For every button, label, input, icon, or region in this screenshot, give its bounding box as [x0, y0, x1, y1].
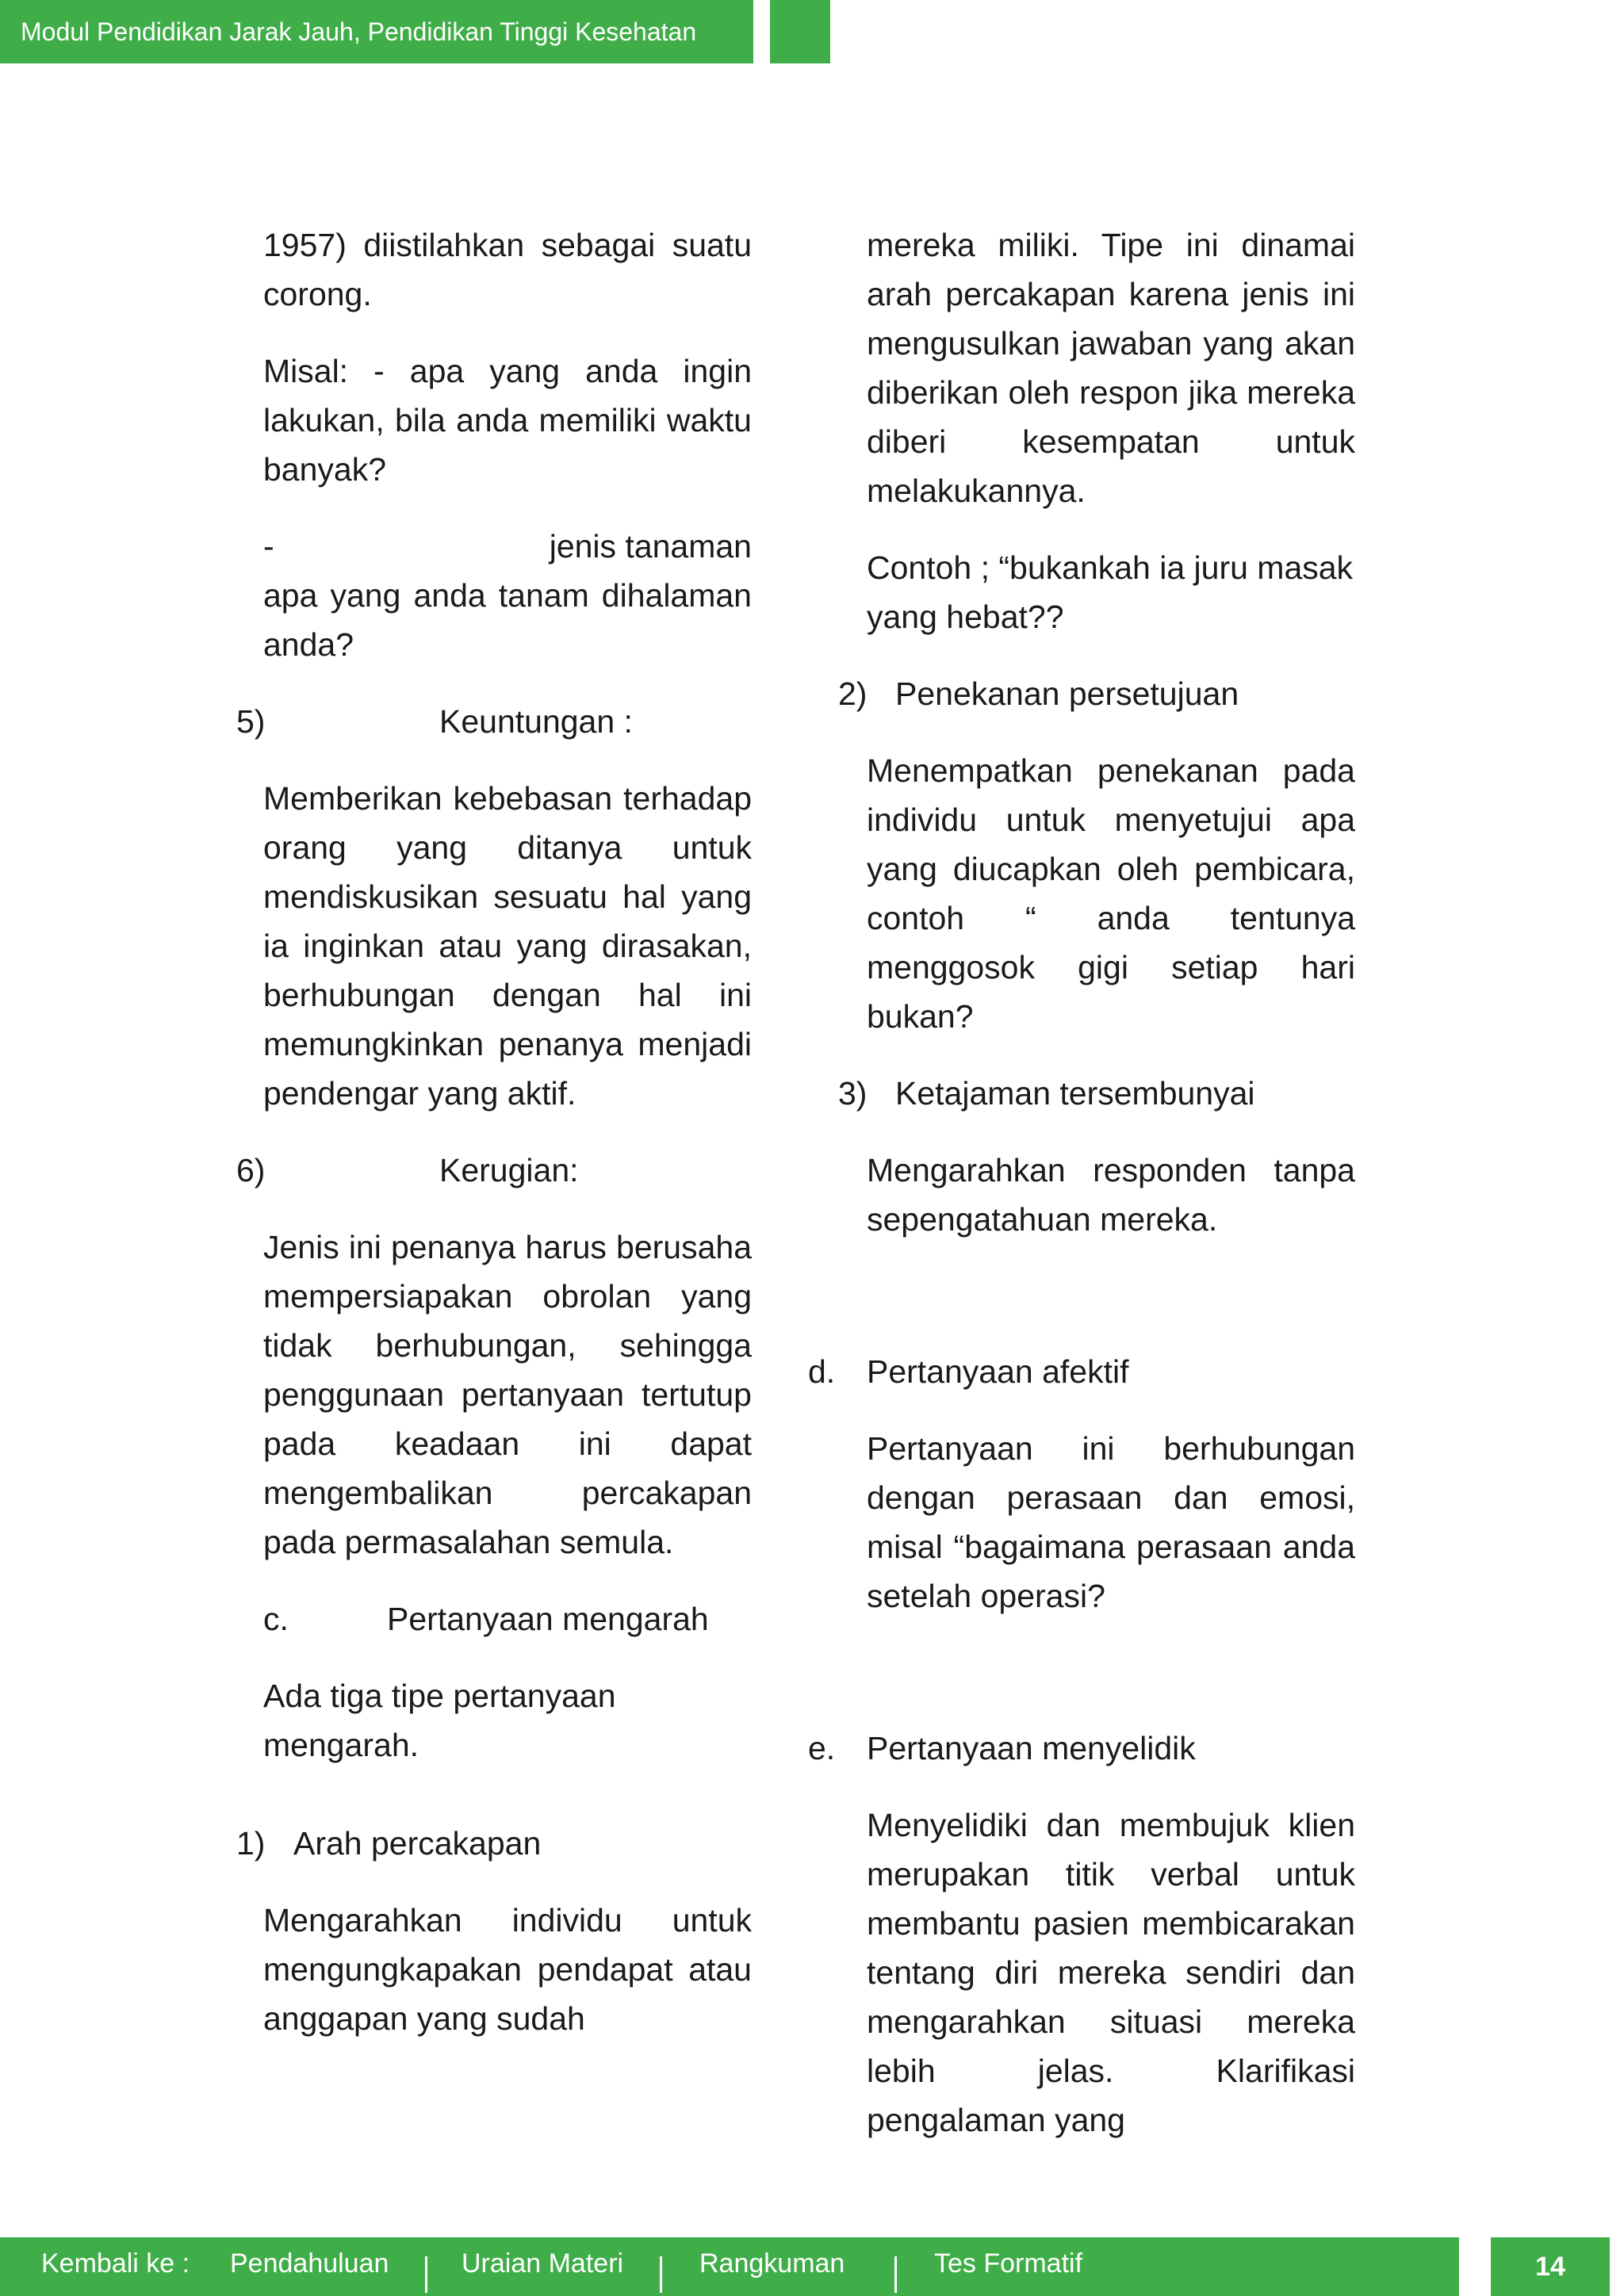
list-number: 2): [838, 675, 868, 712]
paragraph: apa yang anda tanam dihalaman anda?: [263, 577, 752, 663]
list-item: [838, 1069, 1355, 1118]
paragraph: Contoh ; “bukankah ia juru masak yang hebat??: [867, 549, 1354, 635]
list-label: Keuntungan :: [439, 703, 633, 740]
list-label: Pertanyaan afektif: [867, 1353, 1129, 1390]
nav-link-rangkuman[interactable]: Rangkuman: [699, 2248, 845, 2279]
list-number: e.: [808, 1730, 836, 1766]
list-number: d.: [808, 1353, 836, 1390]
paragraph: mereka miliki. Tipe ini dinamai arah percakapan karena jenis ini mengusulkan jawaban yang akan diberikan oleh respon jika mereka diberi kesempatan untuk melakukannya.: [867, 227, 1355, 509]
nav-separator: [660, 2256, 662, 2293]
list-number: 5): [236, 703, 266, 740]
paragraph: Memberikan kebebasan terhadap orang yang ditanya untuk mendiskusikan sesuatu hal yang ia inginkan atau yang dirasakan, berhubungan dengan hal ini memungkinkan penanya menjadi pendengar yang aktif.: [263, 780, 752, 1112]
list-item: [838, 669, 1355, 718]
paragraph-fragment: jenis tanaman: [549, 528, 752, 564]
list-label: Ketajaman tersembunyai: [895, 1075, 1255, 1112]
list-number: 6): [236, 1152, 266, 1188]
paragraph-line: mengarah.: [263, 1727, 419, 1763]
list-number: 3): [838, 1075, 868, 1112]
list-number: c.: [263, 1601, 289, 1637]
list-label: Penekanan persetujuan: [895, 675, 1239, 712]
paragraph: Pertanyaan ini berhubungan dengan perasaan dan emosi, misal “bagaimana perasaan anda setelah operasi?: [867, 1430, 1355, 1614]
header-accent-block: [770, 0, 830, 63]
list-label: Pertanyaan mengarah: [387, 1601, 709, 1637]
list-label: Arah percakapan: [293, 1825, 542, 1862]
paragraph: Menyelidiki dan membujuk klien merupakan titik verbal untuk membantu pasien membicarakan tentang diri mereka sendiri dan mengarahkan situasi mereka lebih jelas. Klarifikasi pengalaman yang: [867, 1807, 1355, 2138]
paragraph: Mengarahkan individu untuk mengungkapakan pendapat atau anggapan yang sudah: [263, 1902, 752, 2037]
paragraph-line: Ada tiga tipe pertanyaan: [263, 1678, 616, 1714]
dash-marker: -: [263, 528, 274, 564]
paragraph: Menempatkan penekanan pada individu untuk menyetujui apa yang diucapkan oleh pembicara, contoh “ anda tentunya menggosok gigi setiap hari bukan?: [867, 752, 1355, 1035]
list-item: [263, 1594, 752, 1644]
list-item: [263, 522, 752, 571]
footer-nav-bar: [0, 2237, 1459, 2296]
paragraph: 1957) diistilahkan sebagai suatu corong.: [263, 227, 752, 312]
nav-link-tes-formatif[interactable]: Tes Formatif: [934, 2248, 1083, 2279]
page-number: 14: [1491, 2237, 1610, 2296]
list-item: [808, 1724, 1355, 1773]
nav-separator: [425, 2256, 427, 2293]
nav-link-uraian-materi[interactable]: Uraian Materi: [462, 2248, 624, 2279]
list-item: [236, 697, 752, 746]
nav-separator: [894, 2256, 897, 2293]
list-item: [236, 1819, 752, 1868]
header-bar: [0, 0, 753, 63]
list-item: [236, 1146, 752, 1195]
paragraph: Jenis ini penanya harus berusaha mempersiapakan obrolan yang tidak berhubungan, sehingga penggunaan pertanyaan tertutup pada keadaan ini dapat mengembalikan percakapan pada permasalahan semula.: [263, 1229, 752, 1560]
list-label: Kerugian:: [439, 1152, 579, 1188]
right-column: [808, 220, 1355, 2172]
paragraph: Mengarahkan responden tanpa sepengatahuan mereka.: [867, 1152, 1355, 1238]
list-number: 1): [236, 1825, 266, 1862]
paragraph: [263, 1671, 752, 1770]
list-item: [808, 1347, 1355, 1396]
left-column: [236, 220, 752, 2071]
header-title: Modul Pendidikan Jarak Jauh, Pendidikan Tinggi Kesehatan: [21, 17, 697, 46]
list-label: Pertanyaan menyelidik: [867, 1730, 1196, 1766]
nav-link-pendahuluan[interactable]: Pendahuluan: [230, 2248, 389, 2279]
back-label: Kembali ke :: [41, 2248, 190, 2279]
paragraph: Misal: - apa yang anda ingin lakukan, bila anda memiliki waktu banyak?: [263, 353, 752, 488]
